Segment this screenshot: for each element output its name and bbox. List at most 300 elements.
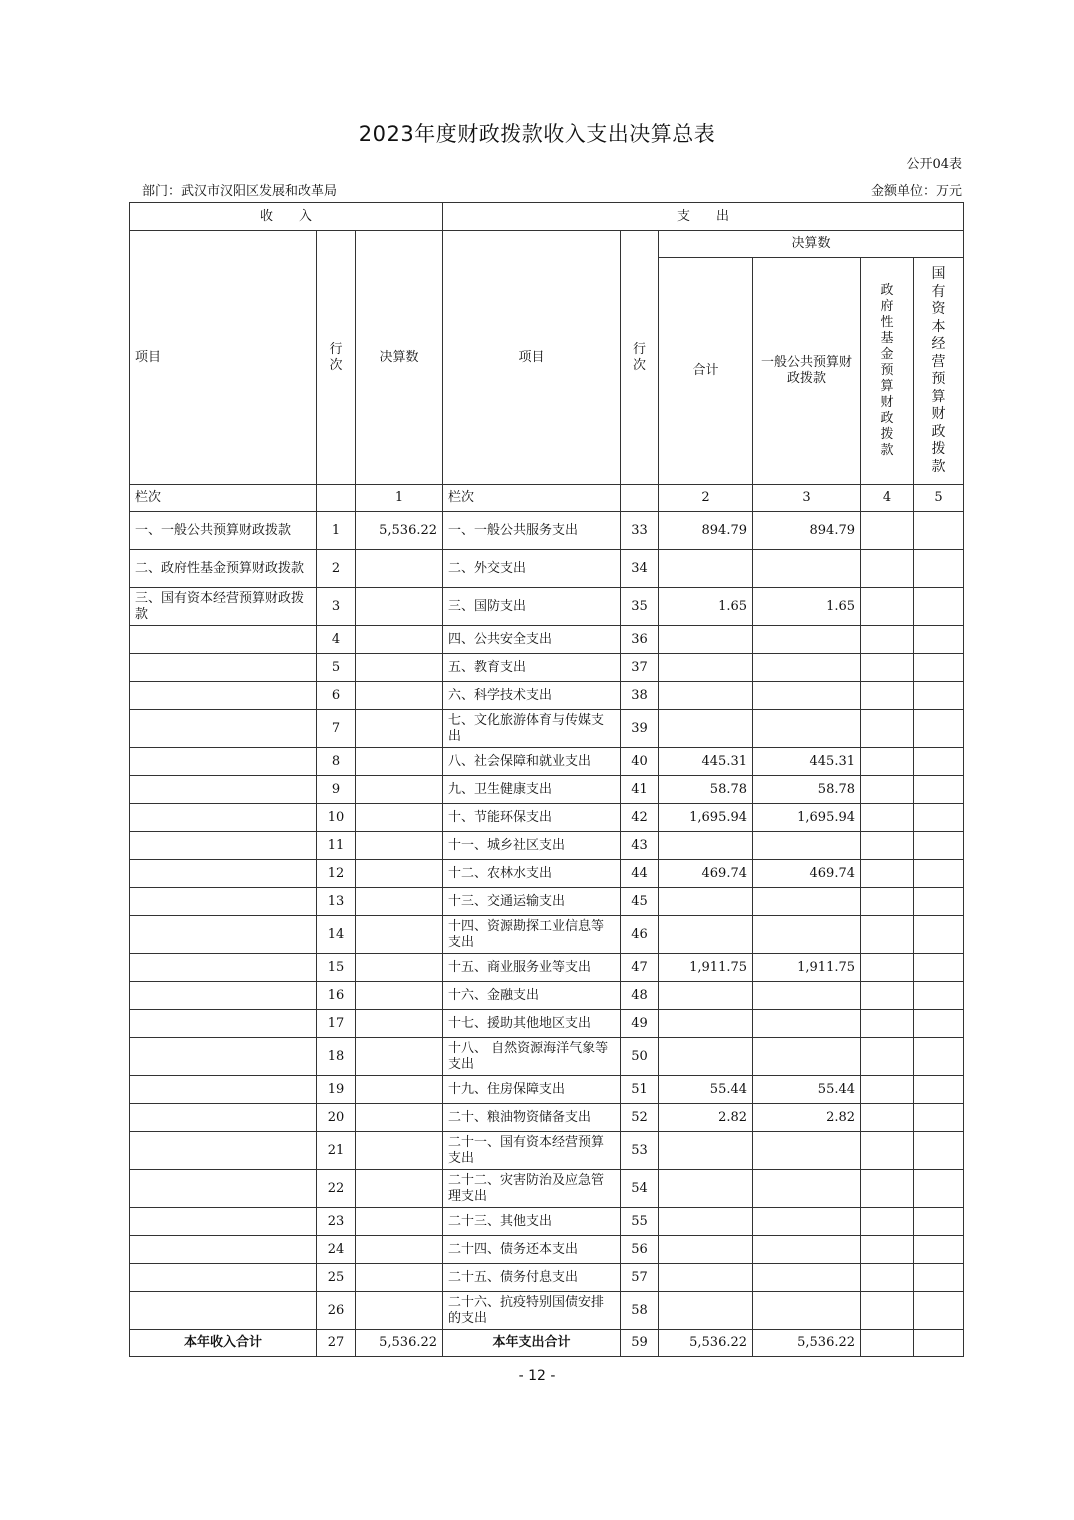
expense-row-no-cell: 43 [621, 832, 659, 860]
expense-row-no-cell: 40 [621, 748, 659, 776]
table-row [130, 860, 964, 888]
expense-column-index-empty [621, 485, 659, 512]
expense-total-cell [659, 550, 753, 588]
income-amount-cell: 5,536.22 [356, 512, 443, 550]
income-item-cell [130, 1038, 317, 1076]
expense-row-no-cell: 54 [621, 1170, 659, 1208]
expense-total-cell [659, 1170, 753, 1208]
expense-gov-fund-cell [861, 888, 914, 916]
income-item-cell: 二、政府性基金预算财政拨款 [130, 550, 317, 588]
expense-row-no-cell: 50 [621, 1038, 659, 1076]
income-item-cell [130, 860, 317, 888]
expense-gov-fund-cell [861, 982, 914, 1010]
expense-gov-fund-cell [861, 1264, 914, 1292]
expense-item-cell: 二、外交支出 [443, 550, 621, 588]
expense-state-capital-cell [914, 1104, 964, 1132]
expense-item-cell: 八、社会保障和就业支出 [443, 748, 621, 776]
expense-total-cell [659, 682, 753, 710]
expense-general-budget-cell: 2.82 [753, 1104, 861, 1132]
expense-general-budget-cell [753, 1208, 861, 1236]
expense-item-cell: 十七、援助其他地区支出 [443, 1010, 621, 1038]
column-index-1: 1 [356, 485, 443, 512]
expense-total-cell: 55.44 [659, 1076, 753, 1104]
income-amount-cell [356, 1236, 443, 1264]
expense-general-budget-cell: 445.31 [753, 748, 861, 776]
expense-gov-fund-cell [861, 860, 914, 888]
expense-row-no-cell: 42 [621, 804, 659, 832]
income-amount-cell [356, 682, 443, 710]
expense-item-cell: 二十六、抗疫特别国债安排的支出 [443, 1292, 621, 1330]
table-row [130, 710, 964, 748]
expense-gov-fund-cell [861, 588, 914, 626]
amount-unit-label: 金额单位：万元 [870, 184, 962, 199]
expense-total-cell [659, 1132, 753, 1170]
expense-row-no-cell: 45 [621, 888, 659, 916]
expense-general-budget-cell [753, 1236, 861, 1264]
expense-gov-fund-cell [861, 1236, 914, 1264]
expense-general-budget-cell [753, 1132, 861, 1170]
expense-row-no-cell: 51 [621, 1076, 659, 1104]
income-amount-cell [356, 1170, 443, 1208]
expense-general-budget-cell: 1,695.94 [753, 804, 861, 832]
income-amount-cell [356, 954, 443, 982]
expense-row-no-cell: 55 [621, 1208, 659, 1236]
expense-row-no-cell: 39 [621, 710, 659, 748]
expense-item-cell: 五、教育支出 [443, 654, 621, 682]
expense-total-cell: 2.82 [659, 1104, 753, 1132]
expense-total-cell [659, 1292, 753, 1330]
expense-total-cell [659, 1038, 753, 1076]
expense-total-cell [659, 1010, 753, 1038]
expense-row-no-cell: 46 [621, 916, 659, 954]
income-row-no-cell: 23 [317, 1208, 356, 1236]
income-row-no-cell: 24 [317, 1236, 356, 1264]
income-row-no-cell: 7 [317, 710, 356, 748]
income-row-no-cell: 20 [317, 1104, 356, 1132]
income-row-no-cell: 10 [317, 804, 356, 832]
income-row-no-cell: 1 [317, 512, 356, 550]
expense-general-budget-cell [753, 654, 861, 682]
expense-gov-fund-cell [861, 748, 914, 776]
income-row-no-cell: 13 [317, 888, 356, 916]
expense-general-budget-cell: 55.44 [753, 1076, 861, 1104]
expense-state-capital-cell [914, 682, 964, 710]
expense-item-cell: 十二、农林水支出 [443, 860, 621, 888]
income-amount-cell [356, 626, 443, 654]
expense-total-cell: 1,911.75 [659, 954, 753, 982]
expense-general-budget-cell: 894.79 [753, 512, 861, 550]
income-row-no-cell: 9 [317, 776, 356, 804]
expense-column-index-label: 栏次 [443, 485, 621, 512]
expense-item-cell: 十九、住房保障支出 [443, 1076, 621, 1104]
expense-gov-fund-cell [861, 1104, 914, 1132]
expense-gov-fund-cell [861, 626, 914, 654]
page-number: - 12 - [518, 1368, 556, 1384]
table-row [130, 626, 964, 654]
expense-state-capital-cell [914, 776, 964, 804]
income-total-row-no: 27 [317, 1330, 356, 1357]
expense-gov-fund-cell [861, 512, 914, 550]
expense-gov-fund-cell [861, 832, 914, 860]
income-item-cell [130, 654, 317, 682]
expense-row-no-cell: 57 [621, 1264, 659, 1292]
expense-total-row-no: 59 [621, 1330, 659, 1357]
expense-state-capital-cell [914, 626, 964, 654]
expense-state-capital-cell [914, 654, 964, 682]
expense-total-cell [659, 916, 753, 954]
expense-total-state-capital [914, 1330, 964, 1357]
expense-final-amount-header: 决算数 [659, 231, 964, 258]
income-item-cell [130, 748, 317, 776]
income-row-no-cell: 26 [317, 1292, 356, 1330]
income-column-index-empty [317, 485, 356, 512]
expense-general-budget-cell [753, 888, 861, 916]
expense-row-no-cell: 37 [621, 654, 659, 682]
income-row-no-cell: 16 [317, 982, 356, 1010]
income-amount-cell [356, 916, 443, 954]
income-row-no-cell: 2 [317, 550, 356, 588]
expense-state-capital-cell [914, 1208, 964, 1236]
expense-row-no-cell: 41 [621, 776, 659, 804]
income-row-no-cell: 4 [317, 626, 356, 654]
expense-section-header: 支 出 [443, 203, 964, 231]
income-amount-cell [356, 588, 443, 626]
expense-total-general: 5,536.22 [753, 1330, 861, 1357]
expense-total-cell: 894.79 [659, 512, 753, 550]
income-row-no-cell: 21 [317, 1132, 356, 1170]
income-item-cell: 一、一般公共预算财政拨款 [130, 512, 317, 550]
document-title: 2023年度财政拨款收入支出决算总表 [358, 122, 716, 146]
column-index-3: 3 [753, 485, 861, 512]
table-row [130, 1132, 964, 1170]
income-amount-cell [356, 888, 443, 916]
income-amount-cell [356, 550, 443, 588]
income-amount-cell [356, 1264, 443, 1292]
expense-row-no-cell: 44 [621, 860, 659, 888]
expense-state-capital-cell [914, 710, 964, 748]
income-row-no-cell: 8 [317, 748, 356, 776]
table-row [130, 654, 964, 682]
expense-gov-fund-cell [861, 916, 914, 954]
expense-item-cell: 十四、资源勘探工业信息等支出 [443, 916, 621, 954]
expense-gov-fund-cell [861, 1132, 914, 1170]
expense-gov-fund-cell [861, 1010, 914, 1038]
table-row [130, 1170, 964, 1208]
expense-row-no-cell: 58 [621, 1292, 659, 1330]
income-row-no-cell: 22 [317, 1170, 356, 1208]
income-row-no-cell: 19 [317, 1076, 356, 1104]
income-amount-cell [356, 1132, 443, 1170]
form-code: 公开04表 [906, 157, 962, 172]
expense-total-cell [659, 1208, 753, 1236]
expense-item-cell: 十八、 自然资源海洋气象等支出 [443, 1038, 621, 1076]
expense-gov-fund-cell [861, 1170, 914, 1208]
gov-fund-header [861, 258, 914, 485]
expense-gov-fund-cell [861, 550, 914, 588]
income-amount-cell [356, 1292, 443, 1330]
expense-gov-fund-cell [861, 710, 914, 748]
expense-gov-fund-cell [861, 804, 914, 832]
expense-state-capital-cell [914, 748, 964, 776]
income-item-cell [130, 1170, 317, 1208]
expense-total-cell: 445.31 [659, 748, 753, 776]
expense-row-no-cell: 48 [621, 982, 659, 1010]
income-total-label: 本年收入合计 [130, 1330, 317, 1357]
expense-item-cell: 四、公共安全支出 [443, 626, 621, 654]
income-amount-cell [356, 1038, 443, 1076]
general-budget-header: 一般公共预算财政拨款 [753, 258, 861, 485]
expense-general-budget-cell [753, 832, 861, 860]
income-item-cell [130, 710, 317, 748]
income-row-no-cell: 3 [317, 588, 356, 626]
state-capital-header-text: 国有资本经营预算财政拨款 [931, 266, 946, 475]
expense-gov-fund-cell [861, 954, 914, 982]
expense-item-header: 项目 [443, 231, 621, 485]
expense-row-no-cell: 38 [621, 682, 659, 710]
table-row [130, 776, 964, 804]
income-amount-cell [356, 654, 443, 682]
expense-general-budget-cell [753, 682, 861, 710]
expense-general-budget-cell [753, 916, 861, 954]
expense-total-gov-fund [861, 1330, 914, 1357]
income-row-no-cell: 12 [317, 860, 356, 888]
column-index-2: 2 [659, 485, 753, 512]
total-header: 合计 [659, 258, 753, 485]
expense-general-budget-cell [753, 1010, 861, 1038]
income-item-cell [130, 1010, 317, 1038]
income-amount-cell [356, 832, 443, 860]
expense-row-no-cell: 53 [621, 1132, 659, 1170]
income-row-no-cell: 14 [317, 916, 356, 954]
income-amount-cell [356, 982, 443, 1010]
expense-general-budget-cell: 58.78 [753, 776, 861, 804]
income-item-cell [130, 1104, 317, 1132]
expense-state-capital-cell [914, 860, 964, 888]
income-amount-cell [356, 1076, 443, 1104]
expense-row-no-cell: 35 [621, 588, 659, 626]
expense-item-cell: 十、节能环保支出 [443, 804, 621, 832]
expense-gov-fund-cell [861, 1038, 914, 1076]
table-row [130, 1038, 964, 1076]
expense-row-no-cell: 34 [621, 550, 659, 588]
income-amount-cell [356, 1208, 443, 1236]
expense-item-cell: 二十三、其他支出 [443, 1208, 621, 1236]
expense-total-cell [659, 626, 753, 654]
expense-state-capital-cell [914, 888, 964, 916]
expense-general-budget-cell [753, 1170, 861, 1208]
expense-general-budget-cell [753, 1292, 861, 1330]
income-row-no-header [317, 231, 356, 485]
table-row [130, 1236, 964, 1264]
income-amount-cell [356, 748, 443, 776]
expense-row-no-cell: 49 [621, 1010, 659, 1038]
expense-row-no-header [621, 231, 659, 485]
expense-item-cell: 六、科学技术支出 [443, 682, 621, 710]
expense-state-capital-cell [914, 1038, 964, 1076]
expense-state-capital-cell [914, 954, 964, 982]
income-item-cell [130, 1236, 317, 1264]
income-item-cell [130, 1076, 317, 1104]
income-item-cell [130, 832, 317, 860]
income-amount-cell [356, 776, 443, 804]
expense-total-cell [659, 654, 753, 682]
expense-gov-fund-cell [861, 1076, 914, 1104]
income-item-cell [130, 954, 317, 982]
expense-state-capital-cell [914, 588, 964, 626]
expense-total-label: 本年支出合计 [443, 1330, 621, 1357]
income-final-amount-header: 决算数 [356, 231, 443, 485]
department-label: 部门：武汉市汉阳区发展和改革局 [142, 184, 338, 199]
table-row [130, 588, 964, 626]
expense-state-capital-cell [914, 804, 964, 832]
expense-total-cell [659, 982, 753, 1010]
expense-state-capital-cell [914, 512, 964, 550]
expense-state-capital-cell [914, 1236, 964, 1264]
table-row [130, 888, 964, 916]
table-row [130, 804, 964, 832]
expense-general-budget-cell [753, 626, 861, 654]
expense-total-cell [659, 710, 753, 748]
budget-summary-table [129, 202, 964, 1357]
table-row [130, 1076, 964, 1104]
income-amount-cell [356, 860, 443, 888]
table-row [130, 954, 964, 982]
table-row [130, 1264, 964, 1292]
income-amount-cell [356, 1010, 443, 1038]
expense-general-budget-cell [753, 710, 861, 748]
expense-total-cell: 58.78 [659, 776, 753, 804]
income-item-cell [130, 888, 317, 916]
income-item-cell [130, 1292, 317, 1330]
expense-item-cell: 七、文化旅游体育与传媒支出 [443, 710, 621, 748]
expense-total-cell: 469.74 [659, 860, 753, 888]
income-item-cell [130, 804, 317, 832]
expense-gov-fund-cell [861, 776, 914, 804]
income-row-no-cell: 11 [317, 832, 356, 860]
income-item-cell [130, 1264, 317, 1292]
column-index-4: 4 [861, 485, 914, 512]
expense-state-capital-cell [914, 1264, 964, 1292]
income-row-no-cell: 25 [317, 1264, 356, 1292]
expense-item-cell: 二十四、债务还本支出 [443, 1236, 621, 1264]
income-item-cell [130, 682, 317, 710]
expense-state-capital-cell [914, 1076, 964, 1104]
expense-total-cell [659, 1236, 753, 1264]
expense-total-cell: 1.65 [659, 588, 753, 626]
column-index-5: 5 [914, 485, 964, 512]
expense-row-no-cell: 47 [621, 954, 659, 982]
income-total-amount: 5,536.22 [356, 1330, 443, 1357]
table-row [130, 832, 964, 860]
income-item-cell [130, 982, 317, 1010]
expense-row-no-cell: 36 [621, 626, 659, 654]
expense-general-budget-cell [753, 1038, 861, 1076]
expense-row-no-header-text: 行次 [633, 341, 647, 373]
expense-general-budget-cell [753, 982, 861, 1010]
table-row [130, 982, 964, 1010]
expense-gov-fund-cell [861, 1208, 914, 1236]
table-body [130, 512, 964, 1330]
income-row-no-cell: 5 [317, 654, 356, 682]
income-item-cell [130, 1208, 317, 1236]
expense-item-cell: 二十一、国有资本经营预算支出 [443, 1132, 621, 1170]
expense-item-cell: 十一、城乡社区支出 [443, 832, 621, 860]
gov-fund-header-text: 政府性基金预算财政拨款 [880, 283, 894, 458]
table-row [130, 916, 964, 954]
income-row-no-cell: 17 [317, 1010, 356, 1038]
table-row [130, 1104, 964, 1132]
expense-state-capital-cell [914, 832, 964, 860]
expense-total-cell [659, 888, 753, 916]
expense-item-cell: 十六、金融支出 [443, 982, 621, 1010]
expense-state-capital-cell [914, 982, 964, 1010]
expense-row-no-cell: 33 [621, 512, 659, 550]
expense-general-budget-cell [753, 550, 861, 588]
expense-gov-fund-cell [861, 682, 914, 710]
income-row-no-cell: 6 [317, 682, 356, 710]
expense-item-cell: 二十、粮油物资储备支出 [443, 1104, 621, 1132]
expense-item-cell: 二十五、债务付息支出 [443, 1264, 621, 1292]
income-row-no-header-text: 行次 [329, 341, 343, 373]
income-column-index-label: 栏次 [130, 485, 317, 512]
table-row [130, 1010, 964, 1038]
table-row [130, 1292, 964, 1330]
income-item-cell [130, 626, 317, 654]
expense-total-cell [659, 1264, 753, 1292]
income-item-cell [130, 1132, 317, 1170]
expense-state-capital-cell [914, 916, 964, 954]
income-item-cell [130, 776, 317, 804]
expense-general-budget-cell: 1.65 [753, 588, 861, 626]
expense-item-cell: 二十二、灾害防治及应急管理支出 [443, 1170, 621, 1208]
expense-row-no-cell: 56 [621, 1236, 659, 1264]
income-amount-cell [356, 710, 443, 748]
state-capital-header [914, 258, 964, 485]
expense-item-cell: 一、一般公共服务支出 [443, 512, 621, 550]
table-row [130, 1208, 964, 1236]
income-amount-cell [356, 1104, 443, 1132]
expense-total-amount: 5,536.22 [659, 1330, 753, 1357]
table-row [130, 748, 964, 776]
expense-item-cell: 十三、交通运输支出 [443, 888, 621, 916]
income-item-cell [130, 916, 317, 954]
income-amount-cell [356, 804, 443, 832]
expense-general-budget-cell: 469.74 [753, 860, 861, 888]
income-section-header: 收 入 [130, 203, 443, 231]
table-row [130, 550, 964, 588]
expense-state-capital-cell [914, 1170, 964, 1208]
expense-row-no-cell: 52 [621, 1104, 659, 1132]
expense-state-capital-cell [914, 1010, 964, 1038]
income-row-no-cell: 18 [317, 1038, 356, 1076]
expense-state-capital-cell [914, 1292, 964, 1330]
expense-state-capital-cell [914, 1132, 964, 1170]
expense-gov-fund-cell [861, 1292, 914, 1330]
table-row [130, 512, 964, 550]
expense-total-cell: 1,695.94 [659, 804, 753, 832]
expense-total-cell [659, 832, 753, 860]
income-item-header: 项目 [130, 231, 317, 485]
income-item-cell: 三、国有资本经营预算财政拨款 [130, 588, 317, 626]
expense-item-cell: 十五、商业服务业等支出 [443, 954, 621, 982]
table-row [130, 682, 964, 710]
expense-general-budget-cell [753, 1264, 861, 1292]
expense-gov-fund-cell [861, 654, 914, 682]
expense-state-capital-cell [914, 550, 964, 588]
expense-item-cell: 三、国防支出 [443, 588, 621, 626]
expense-item-cell: 九、卫生健康支出 [443, 776, 621, 804]
expense-general-budget-cell: 1,911.75 [753, 954, 861, 982]
